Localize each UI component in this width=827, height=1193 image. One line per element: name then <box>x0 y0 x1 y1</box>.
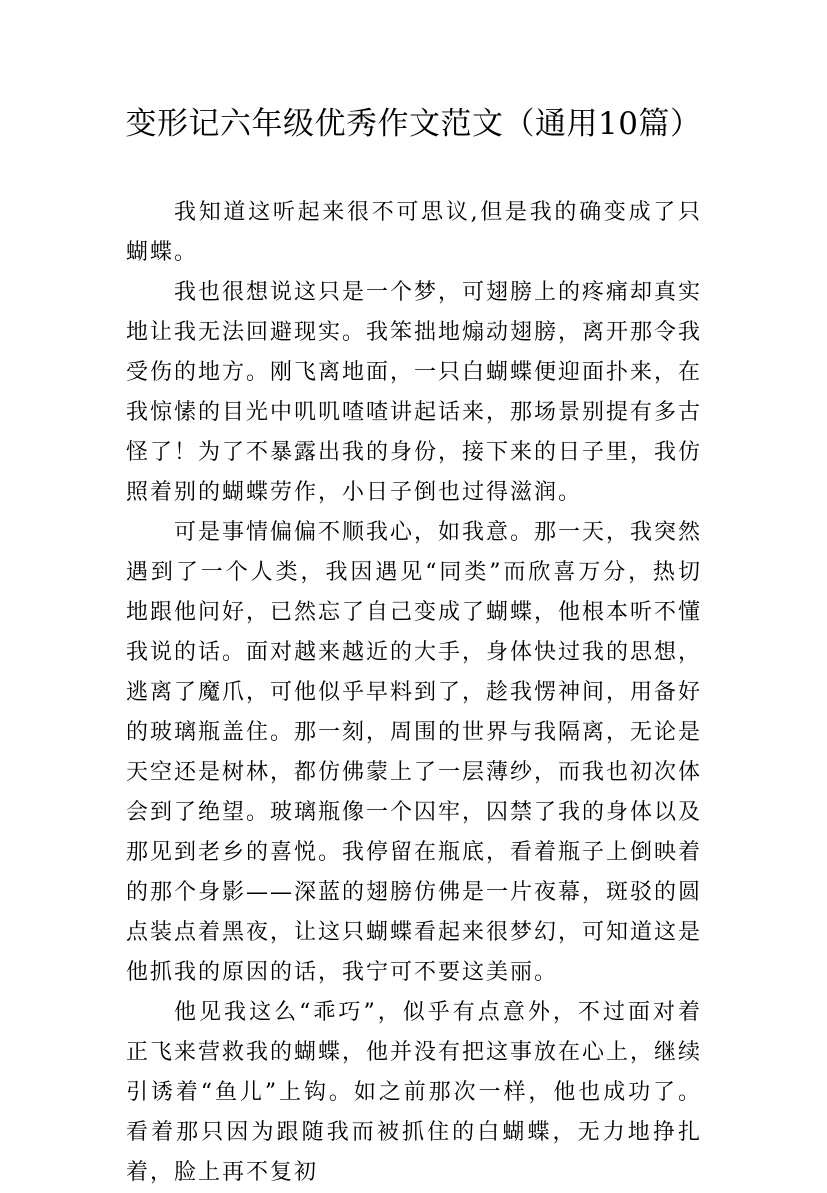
paragraph-1: 我知道这听起来很不可思议,但是我的确变成了只蝴蝶。 <box>126 200 702 265</box>
paragraph-4: 他见我这么“乖巧”，似乎有点意外，不过面对着正飞来营救我的蝴蝶，他并没有把这事放在心上，继续引诱着“鱼儿”上钩。如之前那次一样，他也成功了。看着那只因为跟随我而被抓住的白蝴蝶，无力地挣扎着，脸上再不复初 <box>126 1000 703 1185</box>
paragraph-2: 我也很想说这只是一个梦，可翅膀上的疼痛却真实地让我无法回避现实。我笨拙地煽动翅膀，离开那令我受伤的地方。刚飞离地面，一只白蝴蝶便迎面扑来，在我惊愫的目光中叽叽喳喳讲起话来，那场景别提有多古怪了！为了不暴露出我的身份，接下来的日子里，我仿照着别的蝴蝶劳作，小日子倒也过得滋润。 <box>126 280 703 505</box>
paragraph-3: 可是事情偏偏不顺我心，如我意。那一天，我突然遇到了一个人类，我因遇见“同类”而欣喜万分，热切地跟他问好，已然忘了自己变成了蝴蝶，他根本听不懂我说的话。面对越来越近的大手，身体快过我的思想，逃离了魔爪，可他似乎早料到了，趁我愣神间，用备好的玻璃瓶盖住。那一刻，周围的世界与我隔离，无论是天空还是树林，都仿佛蒙上了一层薄纱，而我也初次体会到了绝望。玻璃瓶像一个囚牢，囚禁了我的身体以及那见到老乡的喜悦。我停留在瓶底，看着瓶子上倒映着的那个身影——深蓝的翅膀仿佛是一片夜幕，斑驳的圆点装点着黑夜，让这只蝴蝶看起来很梦幻，可知道这是他抓我的原因的话，我宁可不要这美丽。 <box>126 520 703 985</box>
document-body <box>126 193 702 1193</box>
document-title: 变形记六年级优秀作文范文（通用10篇） <box>125 106 702 142</box>
